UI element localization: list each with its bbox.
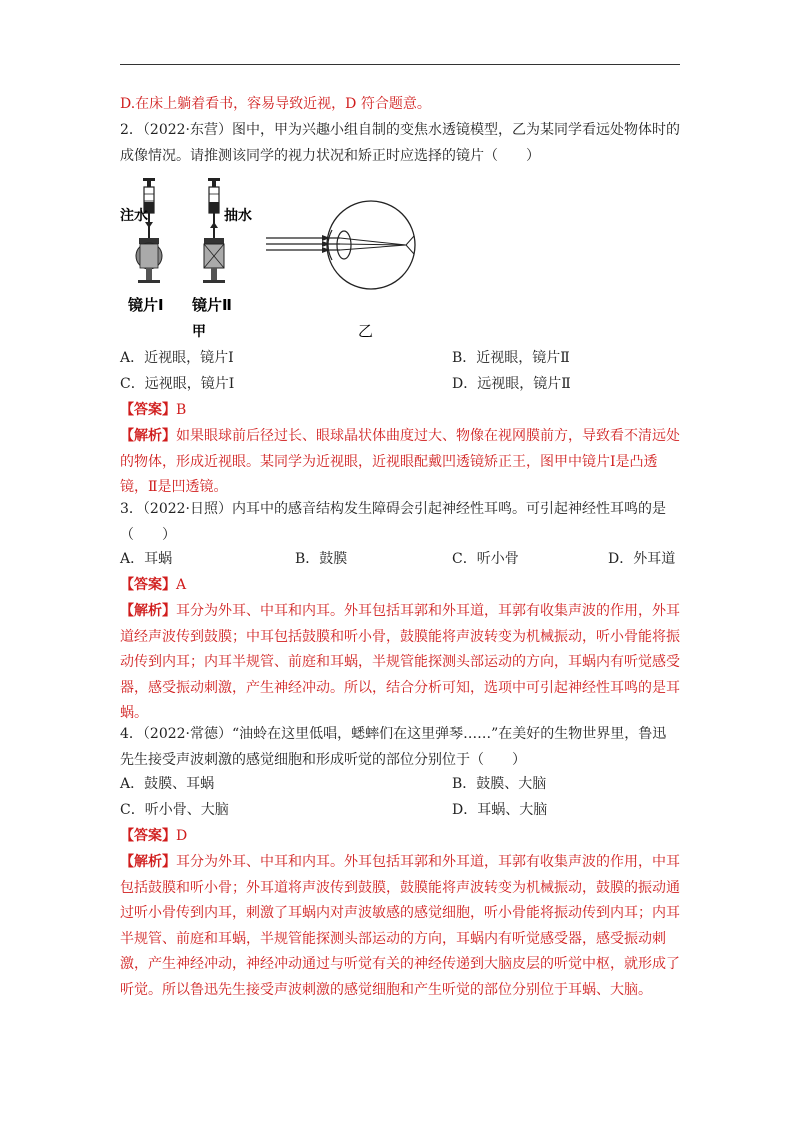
analysis-tag: 【解析】 bbox=[120, 854, 176, 870]
q2-answer bbox=[120, 398, 680, 424]
label-draw: 抽水 bbox=[224, 208, 252, 224]
caption-yi: 乙 bbox=[358, 322, 374, 340]
analysis-text: 耳分为外耳、中耳和内耳。外耳包括耳郭和外耳道，耳郭有收集声波的作用，中耳包括鼓膜和听小骨；外耳道将声波传到鼓膜，鼓膜能将声波转变为机械振动，鼓膜的振动通过听小骨传到内耳，刺激了耳蜗内对声波敏感的感觉细胞，听小骨能将振动传到内耳；内耳半规管、前庭和耳蜗，半规管能探测头部运动的方向，耳蜗内有听觉感受器，感受振动刺激，产生神经冲动，神经冲动通过与听觉有关的神经传递到大脑皮层的听觉中枢，就形成了听觉。所以鲁迅先生接受声波刺激的感觉细胞和产生听觉的部位分别位于耳蜗、大脑。 bbox=[120, 854, 680, 998]
q2-analysis bbox=[120, 424, 680, 501]
answer-tag: 【答案】 bbox=[120, 577, 176, 593]
q2-option-a[interactable]: A．近视眼，镜片Ⅰ bbox=[120, 350, 234, 366]
header-rule bbox=[120, 64, 680, 65]
analysis-tag: 【解析】 bbox=[120, 428, 176, 444]
q4-option-a[interactable]: A．鼓膜、耳蜗 bbox=[120, 776, 215, 792]
answer-value: B bbox=[176, 402, 187, 418]
q2-stem: 2．（2022·东营）图中，甲为兴趣小组自制的变焦水透镜模型，乙为某同学看远处物体时的成像情况。请推测该同学的视力状况和矫正时应选择的镜片（ ） bbox=[120, 122, 680, 164]
q1-answer-tail: D.在床上躺着看书，容易导致近视，D 符合题意。 bbox=[120, 96, 431, 112]
lens-i-label: 镜片Ⅰ bbox=[128, 296, 164, 314]
q4-option-c[interactable]: C．听小骨、大脑 bbox=[120, 802, 229, 818]
q3-option-b[interactable]: B．鼓膜 bbox=[295, 551, 348, 567]
q2-option-d[interactable]: D．远视眼，镜片Ⅱ bbox=[452, 376, 571, 392]
q2-figure bbox=[118, 170, 428, 342]
answer-tag: 【答案】 bbox=[120, 402, 176, 418]
caption-jia: 甲 bbox=[192, 324, 206, 340]
q4-answer bbox=[120, 824, 680, 850]
q3-option-a[interactable]: A．耳蜗 bbox=[120, 551, 173, 567]
q3-stem: 3．（2022·日照）内耳中的感音结构发生障碍会引起神经性耳鸣。可引起神经性耳鸣的是（ ） bbox=[120, 501, 666, 543]
q3-option-c[interactable]: C．听小骨 bbox=[452, 551, 519, 567]
q2-option-b[interactable]: B．近视眼，镜片Ⅱ bbox=[452, 350, 570, 366]
analysis-tag: 【解析】 bbox=[120, 603, 176, 619]
lens-ii-model bbox=[203, 178, 225, 283]
lens-i-model bbox=[136, 178, 162, 283]
q3-analysis bbox=[120, 599, 680, 727]
eye-diagram bbox=[266, 201, 415, 289]
q4-option-b[interactable]: B．鼓膜、大脑 bbox=[452, 776, 547, 792]
answer-value: D bbox=[176, 828, 188, 844]
q3-answer bbox=[120, 573, 680, 599]
answer-value: A bbox=[176, 577, 187, 593]
lens-ii-label: 镜片Ⅱ bbox=[192, 296, 232, 314]
q4-option-d[interactable]: D．耳蜗、大脑 bbox=[452, 802, 548, 818]
q4-analysis bbox=[120, 850, 680, 1003]
analysis-text: 如果眼球前后径过长、眼球晶状体曲度过大、物像在视网膜前方，导致看不清远处的物体，形成近视眼。某同学为近视眼，近视眼配戴凹透镜矫正王，图甲中镜片Ⅰ是凸透镜，Ⅱ是凹透镜。 bbox=[120, 428, 680, 495]
q3-option-d[interactable]: D．外耳道 bbox=[608, 551, 676, 567]
label-inject: 注水 bbox=[120, 208, 148, 224]
analysis-text: 耳分为外耳、中耳和内耳。外耳包括耳郭和外耳道，耳郭有收集声波的作用，外耳道经声波传到鼓膜；中耳包括鼓膜和听小骨，鼓膜能将声波转变为机械振动，听小骨能将振动传到内耳；内耳半规管、前庭和耳蜗，半规管能探测头部运动的方向，耳蜗内有听觉感受器，感受振动刺激，产生神经冲动。所以，结合分析可知，选项中可引起神经性耳鸣的是耳蜗。 bbox=[120, 603, 680, 721]
answer-tag: 【答案】 bbox=[120, 828, 176, 844]
q4-stem: 4．（2022·常德）“油蛉在这里低唱，蟋蟀们在这里弹琴……”在美好的生物世界里，鲁迅先生接受声波刺激的感觉细胞和形成听觉的部位分别位于（ ） bbox=[120, 726, 667, 768]
q2-option-c[interactable]: C．远视眼，镜片Ⅰ bbox=[120, 376, 235, 392]
